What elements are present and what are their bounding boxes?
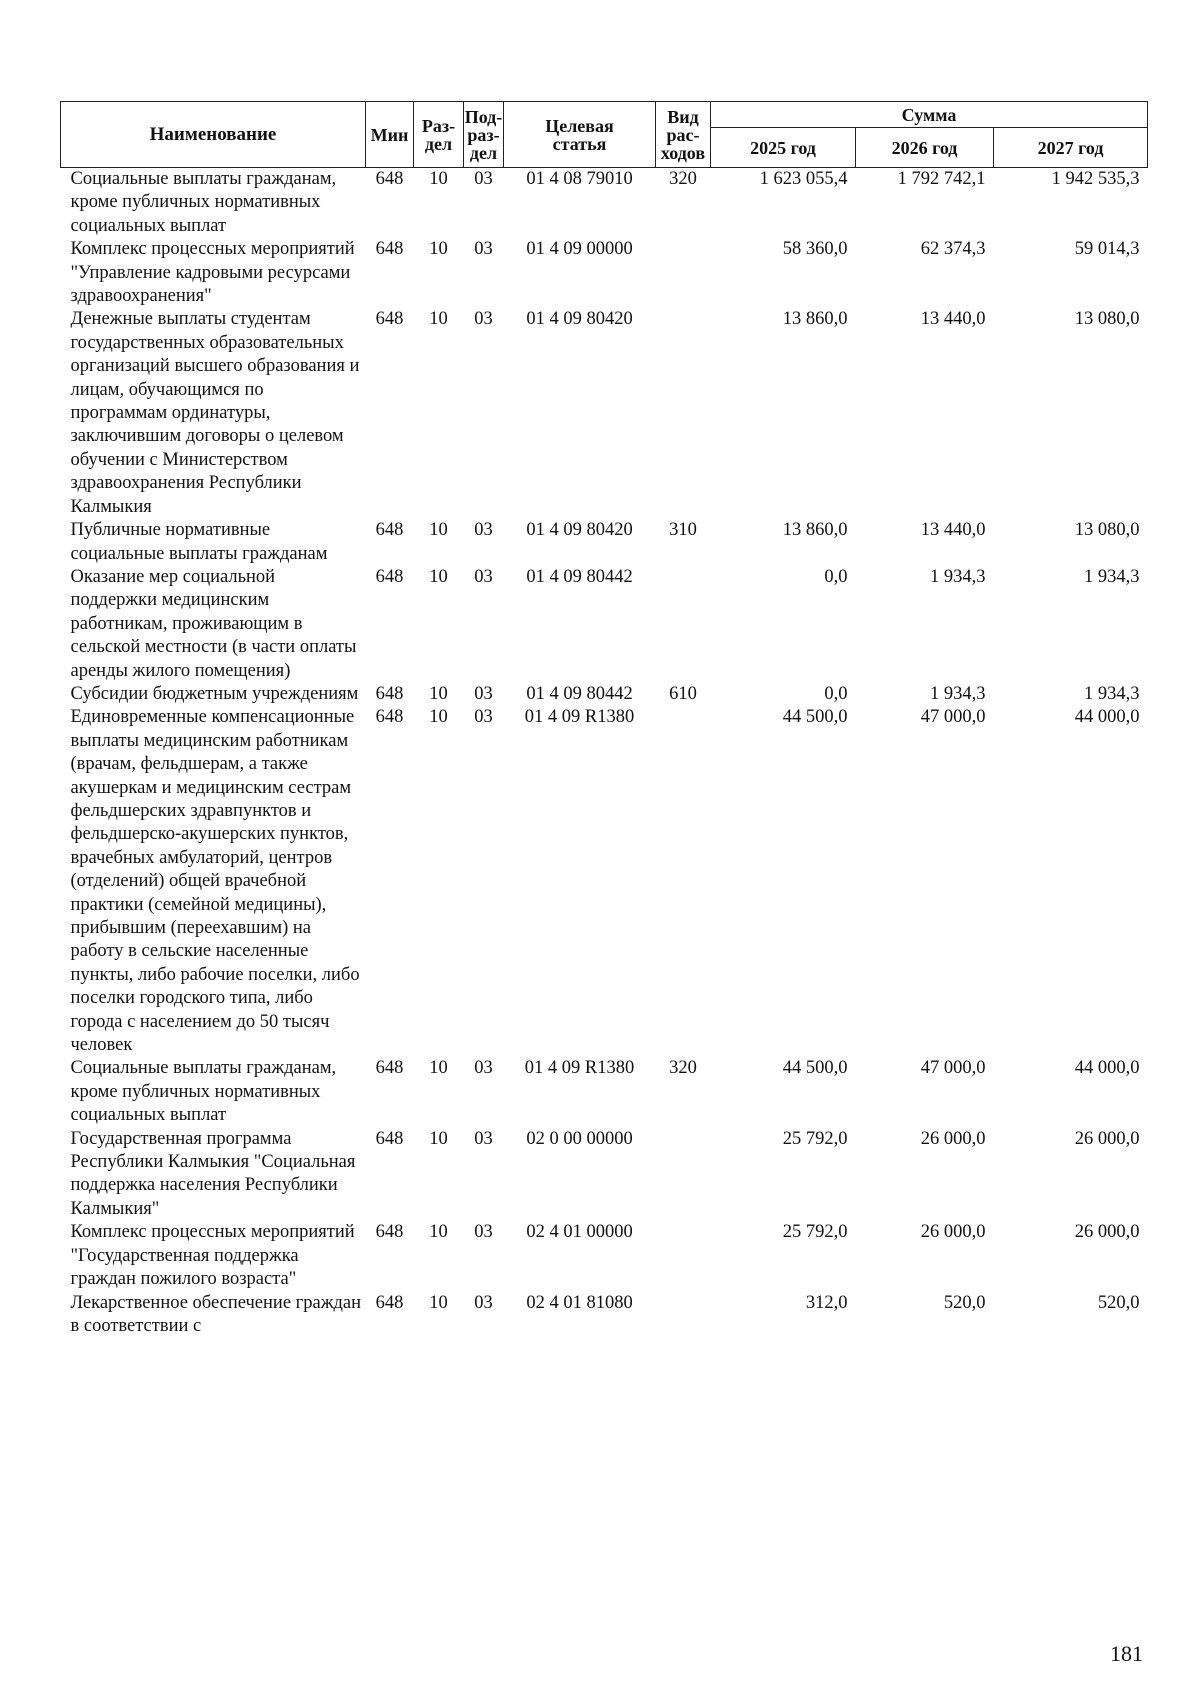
cell-celevaya-statya: 01 4 09 80442 (526, 566, 633, 587)
cell-2025: 1 623 055,4 (759, 169, 848, 189)
table-header (61, 102, 1148, 168)
cell-2025: 58 360,0 (782, 239, 848, 260)
cell-vid-rashodov (656, 308, 711, 519)
header-year-2027: 2027 год (994, 128, 1148, 168)
cell-2027: 13 080,0 (1074, 309, 1140, 330)
cell-razdel: 10 (429, 239, 448, 260)
cell-celevaya-statya: 01 4 09 R1380 (524, 707, 635, 728)
cell-2025: 0,0 (824, 566, 848, 587)
cell-razdel: 10 (429, 1128, 448, 1149)
cell-celevaya-statya: 01 4 09 80442 (526, 683, 633, 704)
cell-vid-rashodov (656, 706, 711, 1057)
cell-celevaya-statya: 01 4 09 80420 (526, 309, 633, 330)
cell-2027: 26 000,0 (1074, 1128, 1140, 1149)
table-row (61, 308, 1148, 519)
cell-podrazdel: 03 (474, 707, 493, 728)
cell-celevaya-statya: 02 4 01 00000 (526, 1222, 633, 1243)
cell-podrazdel: 03 (474, 683, 493, 704)
cell-podrazdel: 03 (474, 309, 493, 330)
cell-2027: 59 014,3 (1074, 239, 1140, 260)
cell-vid-rashodov: 610 (669, 683, 697, 704)
cell-min: 648 (375, 1292, 404, 1313)
cell-podrazdel: 03 (474, 1222, 493, 1243)
cell-2027: 44 000,0 (1074, 1058, 1140, 1079)
cell-celevaya-statya: 01 4 08 79010 (526, 169, 633, 189)
cell-vid-rashodov: 320 (669, 169, 697, 189)
cell-2027: 44 000,0 (1074, 707, 1140, 728)
cell-2025: 25 792,0 (782, 1128, 848, 1149)
cell-razdel: 10 (429, 169, 448, 189)
table-body (61, 168, 1148, 1339)
cell-razdel: 10 (429, 1222, 448, 1243)
header-name: Наименование (61, 102, 366, 168)
table-row (61, 1221, 1148, 1291)
cell-podrazdel: 03 (474, 566, 493, 587)
table-row (61, 566, 1148, 683)
cell-razdel: 10 (429, 683, 448, 704)
cell-min: 648 (375, 1222, 404, 1243)
cell-name: Социальные выплаты гражданам, кроме публичных нормативных социальных выплат (70, 169, 337, 236)
cell-min: 648 (375, 169, 404, 189)
cell-2026: 26 000,0 (920, 1222, 986, 1243)
cell-min: 648 (375, 683, 404, 704)
cell-2026: 1 792 742,1 (897, 169, 986, 189)
cell-razdel: 10 (429, 1058, 448, 1079)
cell-vid-rashodov (656, 238, 711, 308)
cell-podrazdel: 03 (474, 239, 493, 260)
cell-vid-rashodov (656, 566, 711, 683)
table-row (61, 706, 1148, 1057)
cell-2026: 62 374,3 (920, 239, 986, 260)
cell-name: Публичные нормативные социальные выплаты гражданам (70, 520, 328, 564)
cell-2025: 44 500,0 (782, 707, 848, 728)
header-summa: Сумма (711, 102, 1148, 128)
header-min: Мин (366, 102, 414, 168)
page-number: 181 (1110, 1641, 1143, 1666)
cell-2027: 26 000,0 (1074, 1222, 1140, 1243)
cell-razdel: 10 (429, 566, 448, 587)
table-row (61, 1128, 1148, 1222)
cell-podrazdel: 03 (474, 520, 493, 541)
cell-2025: 13 860,0 (782, 309, 848, 330)
budget-table-sheet (60, 101, 1147, 1338)
cell-2026: 1 934,3 (930, 683, 986, 704)
cell-2026: 47 000,0 (920, 1058, 986, 1079)
cell-2027: 520,0 (1097, 1292, 1140, 1313)
header-year-2025: 2025 год (711, 128, 856, 168)
cell-name: Оказание мер социальной поддержки медицинским работникам, проживающим в сельской местности (в части оплаты аренды жилого помещения) (70, 566, 357, 681)
cell-podrazdel: 03 (474, 1128, 493, 1149)
cell-2025: 312,0 (805, 1292, 848, 1313)
cell-name: Социальные выплаты гражданам, кроме публичных нормативных социальных выплат (70, 1058, 337, 1126)
cell-min: 648 (375, 566, 404, 587)
cell-name: Комплекс процессных мероприятий "Управление кадровыми ресурсами здравоохранения" (70, 239, 355, 307)
cell-celevaya-statya: 02 4 01 81080 (526, 1292, 633, 1313)
cell-razdel: 10 (429, 1292, 448, 1313)
cell-min: 648 (375, 520, 404, 541)
cell-min: 648 (375, 309, 404, 330)
cell-min: 648 (375, 239, 404, 260)
cell-2025: 13 860,0 (782, 520, 848, 541)
cell-2027: 13 080,0 (1074, 520, 1140, 541)
table-row (61, 238, 1148, 308)
table-row (61, 519, 1148, 566)
cell-min: 648 (375, 1058, 404, 1079)
cell-name: Комплекс процессных мероприятий "Государственная поддержка граждан пожилого возраста" (70, 1222, 355, 1290)
cell-2025: 25 792,0 (782, 1222, 848, 1243)
cell-2026: 1 934,3 (930, 566, 986, 587)
cell-vid-rashodov (656, 1292, 711, 1339)
cell-name: Денежные выплаты студентам государственных образовательных организаций высшего образования и лицам, обучающимся по программам ординатуры, заключившим договоры о целевом обучении с Министерством здравоохранения Республики Калмыкия (70, 309, 360, 517)
cell-2026: 13 440,0 (920, 309, 986, 330)
cell-celevaya-statya: 01 4 09 00000 (526, 239, 633, 260)
header-celevaya-statya: Целевая статья (504, 102, 656, 168)
cell-2026: 520,0 (943, 1292, 986, 1313)
cell-2027: 1 934,3 (1084, 683, 1140, 704)
cell-podrazdel: 03 (474, 169, 493, 189)
cell-vid-rashodov (656, 1128, 711, 1222)
cell-name: Государственная программа Республики Калмыкия "Социальная поддержка населения Республики Калмыкия" (70, 1128, 356, 1219)
header-vid-rashodov: Вид рас- ходов (656, 102, 711, 168)
cell-razdel: 10 (429, 520, 448, 541)
cell-celevaya-statya: 01 4 09 80420 (526, 520, 633, 541)
table-row (61, 683, 1148, 706)
cell-razdel: 10 (429, 707, 448, 728)
budget-table (60, 101, 1148, 1338)
cell-2027: 1 942 535,3 (1051, 169, 1140, 189)
cell-2025: 0,0 (824, 683, 848, 704)
table-row (61, 168, 1148, 239)
cell-vid-rashodov (656, 1221, 711, 1291)
cell-name: Лекарственное обеспечение граждан в соответствии с (70, 1292, 362, 1336)
cell-2026: 13 440,0 (920, 520, 986, 541)
cell-celevaya-statya: 02 0 00 00000 (526, 1128, 633, 1149)
cell-2026: 47 000,0 (920, 707, 986, 728)
header-podrazdel: Под- раз- дел (464, 102, 504, 168)
cell-2027: 1 934,3 (1084, 566, 1140, 587)
cell-podrazdel: 03 (474, 1058, 493, 1079)
cell-podrazdel: 03 (474, 1292, 493, 1313)
header-razdel: Раз- дел (414, 102, 464, 168)
header-year-2026: 2026 год (856, 128, 994, 168)
cell-name: Субсидии бюджетным учреждениям (70, 683, 359, 704)
table-row (61, 1292, 1148, 1339)
cell-2026: 26 000,0 (920, 1128, 986, 1149)
cell-celevaya-statya: 01 4 09 R1380 (524, 1058, 635, 1079)
cell-vid-rashodov: 320 (669, 1058, 697, 1079)
table-row (61, 1057, 1148, 1127)
cell-name: Единовременные компенсационные выплаты медицинским работникам (врачам, фельдшерам, а также акушеркам и медицинским сестрам фельдшерских здравпунктов и фельдшерско-акушерских пунктов, врачебных амбулаторий, центров (отделений) общей врачебной практики (семейной медицины), прибывшим (переехавшим) на работу в сельские населенные пункты, либо рабочие поселки, либо поселки городского типа, либо города с населением до 50 тысяч человек (70, 707, 360, 1056)
cell-min: 648 (375, 1128, 404, 1149)
cell-razdel: 10 (429, 309, 448, 330)
cell-vid-rashodov: 310 (669, 520, 697, 541)
cell-min: 648 (375, 707, 404, 728)
cell-2025: 44 500,0 (782, 1058, 848, 1079)
